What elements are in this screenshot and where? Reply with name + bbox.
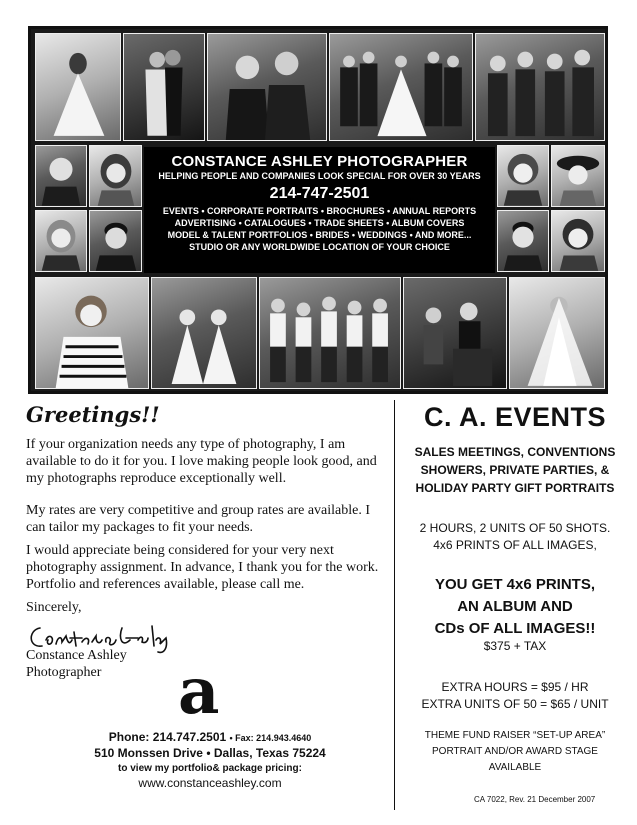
theme-line-2: PORTRAIT AND/OR AWARD STAGE bbox=[432, 746, 598, 757]
photo-couple-dancing bbox=[123, 33, 205, 141]
website-link[interactable]: www.constanceashley.com bbox=[138, 776, 282, 790]
banner-services-4: STUDIO OR ANY WORLDWIDE LOCATION OF YOUR CHOICE bbox=[189, 242, 450, 252]
photo-podium-speaker bbox=[403, 277, 507, 389]
contact-phone: Phone: 214.747.2501 bbox=[108, 730, 227, 744]
banner-title: CONSTANCE ASHLEY PHOTOGRAPHER bbox=[171, 153, 468, 170]
ca-logo: a bbox=[178, 654, 220, 729]
photo-headshot-woman-2 bbox=[35, 210, 87, 272]
offer-line-3: CDs OF ALL IMAGES!! bbox=[434, 620, 596, 637]
photo-headshot-man bbox=[35, 145, 87, 207]
revision-footnote: CA 7022, Rev. 21 December 2007 bbox=[474, 795, 596, 804]
extra-hours-rate: EXTRA HOURS = $95 / HR bbox=[441, 680, 589, 694]
contact-phone-fax bbox=[60, 730, 360, 744]
photo-sports-group bbox=[259, 277, 401, 389]
portfolio-note: to view my portfolio& package pricing: bbox=[118, 763, 302, 774]
signer-name: Constance Ashley bbox=[26, 648, 127, 663]
photo-headshot-woman-hat bbox=[551, 145, 605, 207]
letter-paragraph-3: I would appreciate being considered for your very next photography assignment. In advance, I thank you for the work. Portfolio and references available, please call me. bbox=[26, 543, 379, 592]
letter-paragraph-1: If your organization needs any type of photography, I am available to do it for you. I love making people look good, and my photographs reproduce exceptionally well. bbox=[26, 437, 377, 486]
photo-collage bbox=[28, 26, 608, 394]
photo-headshot-man-3 bbox=[497, 210, 549, 272]
events-title: C. A. EVENTS bbox=[423, 402, 607, 432]
banner-phone: 214-747-2501 bbox=[269, 185, 370, 202]
photo-headshot-woman-3 bbox=[497, 145, 549, 207]
events-line-3: HOLIDAY PARTY GIFT PORTRAITS bbox=[415, 481, 615, 495]
events-line-1: SALES MEETINGS, CONVENTIONS bbox=[414, 445, 616, 459]
photo-headshot-man-2 bbox=[89, 210, 142, 272]
photo-bride-veil bbox=[509, 277, 605, 389]
photo-woman-striped-shirt bbox=[35, 277, 149, 389]
letter-paragraph-2: My rates are very competitive and group rates are available. I can tailor my packages to fit your needs. bbox=[26, 503, 371, 535]
signer-role: Photographer bbox=[26, 665, 102, 680]
events-line-2: SHOWERS, PRIVATE PARTIES, & bbox=[420, 463, 610, 477]
photo-flower-girls bbox=[151, 277, 257, 389]
extra-units-rate: EXTRA UNITS OF 50 = $65 / UNIT bbox=[421, 697, 609, 711]
greeting-heading: Greetings!! bbox=[26, 402, 160, 427]
package-line-2: 4x6 PRINTS OF ALL IMAGES, bbox=[433, 538, 597, 552]
photo-headshot-woman-4 bbox=[551, 210, 605, 272]
photo-headshot-woman bbox=[89, 145, 142, 207]
offer-line-1: YOU GET 4x6 PRINTS, bbox=[434, 576, 596, 593]
header-banner bbox=[144, 147, 495, 273]
offer-line-2: AN ALBUM AND bbox=[457, 598, 573, 615]
banner-services-1: EVENTS • CORPORATE PORTRAITS • BROCHURES • ANNUAL REPORTS bbox=[162, 206, 477, 216]
package-line-1: 2 HOURS, 2 UNITS OF 50 SHOTS. bbox=[419, 521, 611, 535]
photo-two-men-suits bbox=[207, 33, 327, 141]
theme-line-1: THEME FUND RAISER “SET-UP AREA” bbox=[424, 730, 606, 741]
photo-wedding-party bbox=[329, 33, 473, 141]
photo-corporate-group bbox=[475, 33, 605, 141]
letter-closing: Sincerely, bbox=[26, 600, 82, 615]
contact-fax: • Fax: 214.943.4640 bbox=[229, 733, 312, 743]
contact-address: 510 Monssen Drive • Dallas, Texas 75224 bbox=[94, 746, 326, 760]
banner-subtitle: HELPING PEOPLE AND COMPANIES LOOK SPECIAL FOR OVER 30 YEARS bbox=[158, 171, 481, 181]
theme-line-3: AVAILABLE bbox=[488, 762, 542, 773]
banner-services-3: MODEL & TALENT PORTFOLIOS • BRIDES • WEDDINGS • AND MORE... bbox=[167, 230, 472, 240]
banner-services-2: ADVERTISING • CATALOGUES • TRADE SHEETS • ALBUM COVERS bbox=[174, 218, 465, 228]
package-price: $375 + TAX bbox=[483, 639, 547, 653]
column-divider bbox=[394, 400, 395, 810]
photo-bride-gown bbox=[35, 33, 121, 141]
